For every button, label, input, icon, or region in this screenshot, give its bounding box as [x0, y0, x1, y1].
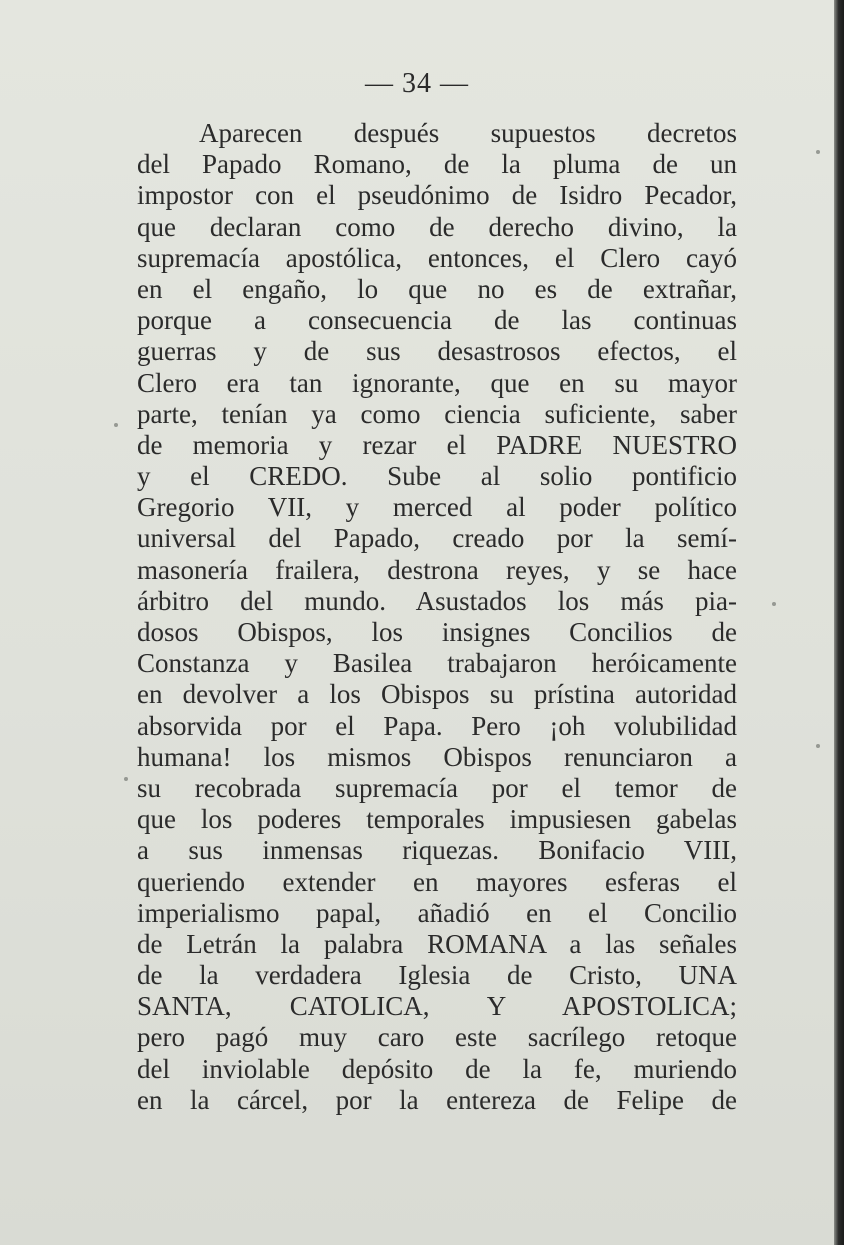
paper-speck: [114, 423, 118, 427]
text-line: porque a consecuencia de las continuas: [137, 305, 737, 336]
text-line: su recobrada supremacía por el temor de: [137, 772, 737, 803]
text-line: queriendo extender en mayores esferas el: [137, 866, 737, 897]
text-line: que los poderes temporales impusiesen gabelas: [137, 804, 737, 835]
text-line: en devolver a los Obispos su prístina autoridad: [137, 679, 737, 710]
text-line: Gregorio VII, y merced al poder político: [137, 492, 737, 523]
text-line: en el engaño, lo que no es de extrañar,: [137, 273, 737, 304]
body-paragraph: [137, 118, 737, 1116]
text-line: del inviolable depósito de la fe, muriendo: [137, 1053, 737, 1084]
text-line: que declaran como de derecho divino, la: [137, 211, 737, 242]
text-line: SANTA, CATOLICA, Y APOSTOLICA;: [137, 991, 737, 1022]
paper-speck: [124, 777, 128, 781]
paper-speck: [816, 744, 820, 748]
paper-speck: [816, 150, 820, 154]
text-line: en la cárcel, por la entereza de Felipe de: [137, 1084, 737, 1115]
text-line: absorvida por el Papa. Pero ¡oh volubilidad: [137, 710, 737, 741]
text-line: impostor con el pseudónimo de Isidro Pecador,: [137, 180, 737, 211]
text-line: dosos Obispos, los insignes Concilios de: [137, 617, 737, 647]
text-line: del Papado Romano, de la pluma de un: [137, 149, 737, 180]
text-line: imperialismo papal, añadió en el Concilio: [137, 897, 737, 928]
text-line: guerras y de sus desastrosos efectos, el: [137, 336, 737, 367]
paper-speck: [772, 602, 776, 606]
text-line: supremacía apostólica, entonces, el Clero cayó: [137, 242, 737, 273]
text-line: de la verdadera Iglesia de Cristo, UNA: [137, 960, 737, 991]
page-number: — 34 —: [365, 68, 469, 99]
text-line: universal del Papado, creado por la semí-: [137, 523, 737, 554]
text-line: parte, tenían ya como ciencia suficiente, saber: [137, 398, 737, 429]
text-line: de memoria y rezar el PADRE NUESTRO: [137, 429, 737, 460]
text-line: humana! los mismos Obispos renunciaron a: [137, 741, 737, 772]
text-line: Constanza y Basilea trabajaron heróicamente: [137, 648, 737, 679]
text-line: de Letrán la palabra ROMANA a las señales: [137, 928, 737, 959]
text-line: Clero era tan ignorante, que en su mayor: [137, 367, 737, 398]
text-line: a sus inmensas riquezas. Bonifacio VIII,: [137, 835, 737, 866]
text-line: y el CREDO. Sube al solio pontificio: [137, 461, 737, 492]
text-line: masonería frailera, destrona reyes, y se hace: [137, 554, 737, 585]
text-line: pero pagó muy caro este sacrílego retoque: [137, 1022, 737, 1053]
text-line: Aparecen después supuestos decretos: [199, 118, 737, 148]
book-spine-edge: [834, 0, 844, 1245]
text-line: árbitro del mundo. Asustados los más pia-: [137, 585, 737, 616]
